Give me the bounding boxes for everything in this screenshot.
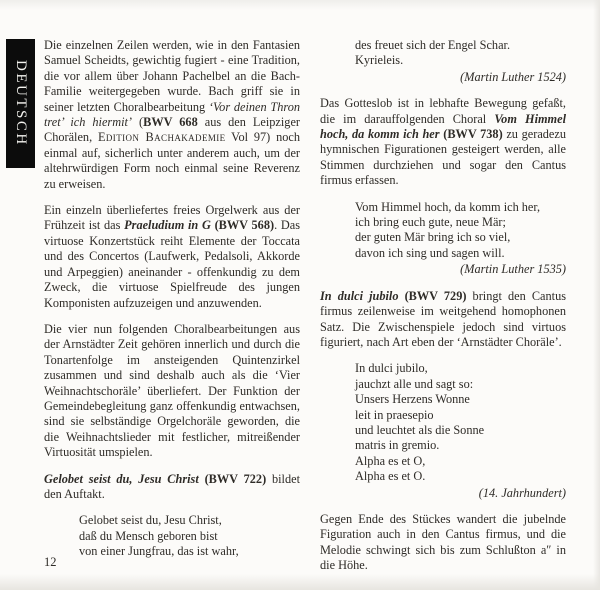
verse-line: der guten Mär bring ich so viel, [355, 230, 511, 245]
text-segment: Edition Bachakademie [98, 130, 226, 145]
text-segment: (BWV 722) [204, 471, 267, 486]
text-segment: ‘Vor deinen Thron tret’ ich hiermit’ [44, 99, 301, 130]
text-segment: In dulci jubilo [320, 288, 399, 303]
paragraph-schlusston [320, 512, 566, 574]
text-segment: bildet den Auftakt. [44, 471, 300, 501]
verse-line: Gelobet seist du, Jesu Christ, [79, 513, 222, 528]
scan-edge-right [593, 0, 600, 590]
text-segment: Ein einzeln überliefertes freies Orgelwerk aus der Frühzeit ist das [44, 203, 300, 233]
language-tab-label: DEUTSCH [13, 60, 29, 147]
verse-line: matris in gremio. [355, 438, 440, 453]
verse-line: von einer Jungfrau, das ist wahr, [79, 544, 239, 559]
paragraph-vier-weihnachtschoraele [44, 322, 300, 461]
page-number: 12 [44, 555, 57, 569]
text-segment: BWV 668 [143, 115, 198, 130]
paragraph-praeludium-in-g [44, 203, 300, 311]
text-segment: ( [132, 115, 144, 130]
text-segment: Die einzelnen Zeilen werden, wie in den Fantasien Samuel Scheidts, gewichtig fugiert - eine Tradition, die vor allem über Johann Pachelbel an die Bach-Familie weitergegeben wurde. Bach griff sie in seiner letzten Choralbearbeitung [44, 38, 300, 114]
text-segment: Gelobet seist du, Jesu Christ [44, 471, 199, 486]
verse-line: und leuchtet als die Sonne [355, 422, 485, 437]
verse-line: Alpha es et O, [355, 453, 426, 468]
verse-line: Vom Himmel hoch, da komm ich her, [355, 199, 541, 214]
verse-line: Alpha es et O. [355, 469, 426, 484]
paragraph-gotteslob [320, 96, 566, 188]
verse-attribution-luther-1524: (Martin Luther 1524) [460, 69, 566, 84]
text-segment: Gegen Ende des Stückes wandert die jubelnde Figuration auch in den Cantus firmus, und die Melodie schwingt sich bis zum Schlußton a″ in die Höhe. [320, 511, 566, 573]
scan-edge-top [0, 0, 600, 10]
text-segment: aus den Leipziger Chorälen, [44, 115, 301, 145]
verse-line: Kyrieleis. [355, 53, 404, 68]
verse-attribution-luther-1535: (Martin Luther 1535) [460, 262, 566, 277]
paragraph-gelobet-auftakt [44, 472, 300, 503]
text-segment: . Das virtuose Konzertstück reiht Elemente der Toccata und des Concertos (Laufwerk, Pedalsoli, Akkorde und Arpeggien) aneinander - offenkundig zu dem Zweck, die virtuose Spielfreude des jungen Komponisten aufzuzeigen und anzuwenden. [44, 218, 300, 310]
verse-line: des freuet sich der Engel Schar. [355, 38, 511, 52]
text-segment: Praeludium in G [124, 218, 211, 233]
verse-line: In dulci jubilo, [355, 361, 428, 376]
left-column [44, 38, 300, 560]
text-segment: Vol 97) noch einmal auf, sicherlich unter anderem auch, um der altehrwürdigen Form noch einmal seine Reverenz zu erweisen. [44, 130, 300, 191]
verse-line: ich bring euch gute, neue Mär; [355, 215, 506, 230]
paragraph-scheidts-tradition [44, 38, 300, 192]
paragraph-in-dulci-jubilo [320, 289, 566, 351]
verse-attribution-14-jahrhundert: (14. Jahrhundert) [478, 485, 566, 500]
right-column [320, 38, 566, 574]
language-tab [6, 39, 35, 168]
scan-edge-bottom [0, 574, 600, 590]
verse-in-dulci-jubilo [355, 361, 566, 484]
text-segment: (BWV 568) [214, 218, 275, 233]
verse-line: davon ich sing und sagen will. [355, 245, 505, 260]
text-segment: Die vier nun folgenden Choralbearbeitungen aus der Arnstädter Zeit gehören innerlich und durch die Tonartenfolge im ansteigenden Quintenzirkel zusammen und sind deshalb auch als die ‘Vier Weihnachtschoräle’ überliefert. Der Funktion der Gemeindebegleitung ganz offenkundig entwachsen, sind sie selbständige Orgelchoräle geworden, die die Weihnachtslieder mit festlicher, mitreißender Virtuosität umspielen. [44, 321, 300, 460]
text-segment: bringt den Cantus firmus zeilenweise im weitgehend homophonen Satz. Die Zwischenspiele jedoch sind virtuos figuriert, nach Art eben der ‘Arnstädter Choräle’. [320, 288, 567, 349]
text-segment: (BWV 738) [443, 127, 503, 142]
text-segment: (BWV 729) [404, 288, 467, 303]
text-segment: zu geradezu hymnischen Figurationen gesteigert werden, alle Stimmen durchziehen und sogar den Cantus firmus erfassen. [320, 127, 566, 188]
verse-engel-schar [355, 38, 566, 69]
text-segment: Das Gotteslob ist in lebhafte Bewegung gefaßt, die im darauffolgenden Choral [320, 96, 566, 126]
verse-line: daß du Mensch geboren bist [79, 528, 218, 543]
verse-line: leit in praesepio [355, 407, 434, 422]
text-segment: Vom Himmel hoch, da komm ich her [320, 111, 566, 142]
verse-gelobet-seist-du [79, 513, 300, 559]
verse-vom-himmel-hoch [355, 200, 566, 262]
verse-line: jauchzt alle und sagt so: [355, 376, 474, 391]
verse-line: Unsers Herzens Wonne [355, 392, 470, 407]
